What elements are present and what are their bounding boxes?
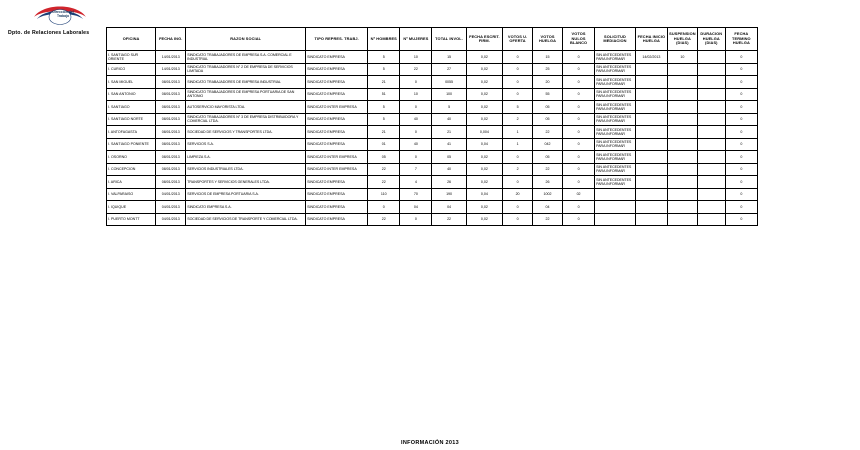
footer-label: INFORMACIÓN 2013 (401, 440, 459, 446)
cell-fecha-termino-huelga: 0 (725, 163, 757, 176)
cell-votos-ultima-oferta: 0 (503, 201, 533, 214)
cell-suspension-huelga (667, 163, 697, 176)
cell-total-involucrados: 0055 (432, 76, 466, 89)
cell-votos-ultima-oferta: 0 (503, 88, 533, 101)
cell-total-involucrados: 5 (432, 101, 466, 114)
cell-num-hombres: 110 (368, 188, 400, 201)
department-label: Dpto. de Relaciones Laborales (8, 30, 90, 36)
cell-fecha-inicio-huelga (635, 188, 667, 201)
cell-fecha-ing: 04/01/2013 (156, 201, 186, 214)
cell-tipo-representacion: SINDICATO EMPRESA (306, 138, 368, 151)
cell-fecha-ing: 08/01/2013 (156, 76, 186, 89)
cell-solicitud-mediacion: SIN ANTECEDENTES PARA INFORMAR (595, 176, 636, 189)
cell-fecha-ing: 08/01/2013 (156, 126, 186, 139)
cell-fecha-inicio-huelga (635, 138, 667, 151)
cell-votos-ultima-oferta: 2 (503, 113, 533, 126)
table-row (107, 51, 758, 64)
cell-votos-ultima-oferta: 0 (503, 151, 533, 164)
cell-votos-huelga: 05 (533, 101, 563, 114)
cell-votos-huelga: 55 (533, 88, 563, 101)
cell-razon-social: SERVICIOS INDUSTRIALES LTDA. (186, 163, 306, 176)
cell-num-mujeres: 40 (400, 113, 432, 126)
cell-razon-social: SOCIEDAD DE SERVICIOS DE TRANSPORTE Y COMERCIAL LTDA. (186, 213, 306, 226)
cell-solicitud-mediacion: SIN ANTECEDENTES PARA INFORMAR (595, 151, 636, 164)
cell-solicitud-mediacion: SIN ANTECEDENTES PARA INFORMAR (595, 51, 636, 64)
table-row (107, 201, 758, 214)
cell-solicitud-mediacion: SIN ANTECEDENTES PARA INFORMAR (595, 163, 636, 176)
column-header-num-hombres: Nº HOMBRES (368, 28, 400, 51)
cell-votos-ultima-oferta: 0 (503, 63, 533, 76)
cell-num-hombres: 22 (368, 163, 400, 176)
cell-fecha-termino-huelga: 0 (725, 113, 757, 126)
cell-num-mujeres: 22 (400, 63, 432, 76)
cell-fecha-inicio-huelga (635, 101, 667, 114)
cell-solicitud-mediacion (595, 213, 636, 226)
cell-votos-nulos-blanco: 0 (563, 76, 595, 89)
cell-num-mujeres: 10 (400, 51, 432, 64)
cell-fecha-escritura: 0,02 (466, 176, 502, 189)
column-header-duracion-huelga: DURACION HUELGA (DIAS) (697, 28, 725, 51)
cell-fecha-termino-huelga: 0 (725, 126, 757, 139)
cell-num-mujeres: 0 (400, 213, 432, 226)
cell-suspension-huelga (667, 113, 697, 126)
cell-tipo-representacion: SINDICATO INTER EMPRESA (306, 101, 368, 114)
cell-fecha-termino-huelga: 0 (725, 101, 757, 114)
cell-total-involucrados: 21 (432, 126, 466, 139)
column-header-votos-ultima-oferta: VOTOS U. OFERTA (503, 28, 533, 51)
cell-fecha-inicio-huelga: 14/02/2013 (635, 51, 667, 64)
cell-razon-social: SERVICIOS S.A. (186, 138, 306, 151)
cell-votos-huelga: 042 (533, 138, 563, 151)
cell-fecha-escritura: 0,04 (466, 188, 502, 201)
cell-razon-social: SINDICATO EMPRESA S.A. (186, 201, 306, 214)
cell-fecha-termino-huelga: 0 (725, 51, 757, 64)
cell-total-involucrados: 26 (432, 176, 466, 189)
cell-duracion-huelga (697, 201, 725, 214)
cell-votos-huelga: 1002 (533, 188, 563, 201)
cell-fecha-inicio-huelga (635, 163, 667, 176)
cell-fecha-inicio-huelga (635, 63, 667, 76)
cell-suspension-huelga (667, 101, 697, 114)
cell-votos-ultima-oferta: 0 (503, 176, 533, 189)
table-body (107, 51, 758, 226)
cell-oficina: I. SANTIAGO PONIENTE (107, 138, 156, 151)
cell-votos-huelga: 26 (533, 176, 563, 189)
cell-fecha-escritura: 0,02 (466, 101, 502, 114)
table-row (107, 163, 758, 176)
cell-tipo-representacion: SINDICATO EMPRESA (306, 76, 368, 89)
cell-votos-nulos-blanco: 0 (563, 151, 595, 164)
cell-suspension-huelga (667, 176, 697, 189)
cell-fecha-termino-huelga: 0 (725, 88, 757, 101)
cell-suspension-huelga (667, 188, 697, 201)
cell-num-hombres: 5 (368, 51, 400, 64)
cell-razon-social: TRANSPORTES Y SERVICIOS GENERALES LTDA. (186, 176, 306, 189)
table-header-row (107, 28, 758, 51)
cell-fecha-inicio-huelga (635, 176, 667, 189)
cell-oficina: I. VALPARAISO (107, 188, 156, 201)
cell-suspension-huelga: 10 (667, 51, 697, 64)
cell-razon-social: SINDICATO TRABAJADORES N° 2 DE EMPRESA DE SERVICIOS LIMITADA (186, 63, 306, 76)
cell-suspension-huelga (667, 63, 697, 76)
cell-suspension-huelga (667, 151, 697, 164)
cell-suspension-huelga (667, 126, 697, 139)
cell-num-hombres: 5 (368, 113, 400, 126)
column-header-total-involucrados: TOTAL INVOL. (432, 28, 466, 51)
cell-fecha-inicio-huelga (635, 76, 667, 89)
cell-fecha-termino-huelga: 0 (725, 138, 757, 151)
cell-votos-ultima-oferta: 2 (503, 163, 533, 176)
column-header-suspension-huelga: SUSPENSION HUELGA (DIAS) (667, 28, 697, 51)
cell-tipo-representacion: SINDICATO EMPRESA (306, 188, 368, 201)
table-row (107, 151, 758, 164)
cell-num-hombres: 01 (368, 138, 400, 151)
table-row (107, 138, 758, 151)
logo-text-line1: Dirección del (52, 10, 74, 14)
cell-fecha-ing: 08/01/2013 (156, 163, 186, 176)
column-header-solicitud-mediacion: SOLICITUD MEDIACION (595, 28, 636, 51)
cell-razon-social: SERVICIOS DE EMPRESA PORTUARIA S.A. (186, 188, 306, 201)
cell-votos-huelga: 22 (533, 213, 563, 226)
cell-total-involucrados: 05 (432, 151, 466, 164)
table-row (107, 101, 758, 114)
cell-razon-social: SINDICATO TRABAJADORES DE EMPRESA INDUSTRIAL (186, 76, 306, 89)
column-header-votos-huelga: VOTOS HUELGA (533, 28, 563, 51)
table-row (107, 76, 758, 89)
cell-suspension-huelga (667, 138, 697, 151)
cell-votos-huelga: 05 (533, 113, 563, 126)
cell-razon-social: SINDICATO TRABAJADORES N° 3 DE EMPRESA DISTRIBUIDORA Y COMERCIAL LTDA. (186, 113, 306, 126)
cell-votos-nulos-blanco: 02 (563, 188, 595, 201)
column-header-fecha-ing: FECHA ING. (156, 28, 186, 51)
column-header-fecha-termino-huelga: FECHA TERMINO HUELGA (725, 28, 757, 51)
cell-fecha-termino-huelga: 0 (725, 213, 757, 226)
cell-votos-ultima-oferta: 5 (503, 101, 533, 114)
cell-oficina: I. PUERTO MONTT (107, 213, 156, 226)
column-header-oficina: OFICINA (107, 28, 156, 51)
cell-total-involucrados: 100 (432, 88, 466, 101)
cell-fecha-ing: 08/01/2013 (156, 176, 186, 189)
cell-fecha-escritura: 0,02 (466, 201, 502, 214)
cell-oficina: I. SAN MIGUEL (107, 76, 156, 89)
cell-oficina: I. SANTIAGO NORTE (107, 113, 156, 126)
cell-votos-huelga: 15 (533, 51, 563, 64)
cell-votos-nulos-blanco: 0 (563, 163, 595, 176)
cell-votos-ultima-oferta: 0 (503, 213, 533, 226)
cell-votos-nulos-blanco: 0 (563, 51, 595, 64)
cell-votos-ultima-oferta: 20 (503, 188, 533, 201)
cell-fecha-inicio-huelga (635, 151, 667, 164)
cell-duracion-huelga (697, 151, 725, 164)
cell-num-mujeres: 10 (400, 88, 432, 101)
cell-total-involucrados: 27 (432, 63, 466, 76)
cell-tipo-representacion: SINDICATO INTER EMPRESA (306, 151, 368, 164)
cell-fecha-inicio-huelga (635, 126, 667, 139)
cell-duracion-huelga (697, 113, 725, 126)
cell-tipo-representacion: SINDICATO EMPRESA (306, 201, 368, 214)
cell-duracion-huelga (697, 51, 725, 64)
cell-num-mujeres: 0 (400, 151, 432, 164)
cell-fecha-escritura: 0,04 (466, 138, 502, 151)
table-row (107, 88, 758, 101)
table-row (107, 188, 758, 201)
cell-solicitud-mediacion: SIN ANTECEDENTES PARA INFORMAR (595, 101, 636, 114)
cell-fecha-escritura: 0,02 (466, 88, 502, 101)
logo-text (46, 10, 80, 18)
cell-fecha-escritura: 0,02 (466, 213, 502, 226)
cell-oficina: I. ARICA (107, 176, 156, 189)
cell-fecha-ing: 08/01/2013 (156, 138, 186, 151)
column-header-fecha-escritura: FECHA ESCRIT. FIRM. (466, 28, 502, 51)
cell-solicitud-mediacion (595, 188, 636, 201)
cell-votos-nulos-blanco: 0 (563, 113, 595, 126)
cell-duracion-huelga (697, 63, 725, 76)
table-row (107, 213, 758, 226)
cell-oficina: I. SANTIAGO SUR ORIENTE (107, 51, 156, 64)
cell-fecha-ing: 08/01/2013 (156, 101, 186, 114)
column-header-votos-nulos-blanco: VOTOS NULOS BLANCO (563, 28, 595, 51)
cell-duracion-huelga (697, 138, 725, 151)
cell-votos-nulos-blanco: 0 (563, 213, 595, 226)
cell-num-mujeres: 0 (400, 76, 432, 89)
cell-fecha-escritura: 0,02 (466, 63, 502, 76)
cell-duracion-huelga (697, 101, 725, 114)
cell-num-hombres: 05 (368, 151, 400, 164)
logo-text-line2: Trabajo (56, 14, 70, 18)
cell-razon-social: SINDICATO TRABAJADORES DE EMPRESA S.A. COMERCIAL E INDUSTRIAL (186, 51, 306, 64)
cell-num-hombres: 21 (368, 76, 400, 89)
cell-num-mujeres: 04 (400, 201, 432, 214)
cell-duracion-huelga (697, 126, 725, 139)
cell-votos-nulos-blanco: 0 (563, 88, 595, 101)
cell-oficina: I. CONCEPCION (107, 163, 156, 176)
cell-votos-ultima-oferta: 0 (503, 76, 533, 89)
cell-suspension-huelga (667, 76, 697, 89)
cell-tipo-representacion: SINDICATO EMPRESA (306, 63, 368, 76)
cell-total-involucrados: 04 (432, 201, 466, 214)
cell-fecha-inicio-huelga (635, 88, 667, 101)
cell-razon-social: LIMPIEZA S.A. (186, 151, 306, 164)
cell-votos-nulos-blanco: 0 (563, 176, 595, 189)
cell-duracion-huelga (697, 163, 725, 176)
table-row (107, 63, 758, 76)
cell-fecha-escritura: 0,02 (466, 151, 502, 164)
cell-votos-huelga: 25 (533, 63, 563, 76)
cell-votos-nulos-blanco: 0 (563, 201, 595, 214)
cell-tipo-representacion: SINDICATO EMPRESA (306, 176, 368, 189)
cell-tipo-representacion: SINDICATO EMPRESA (306, 213, 368, 226)
cell-duracion-huelga (697, 88, 725, 101)
column-header-num-mujeres: Nº MUJERES (400, 28, 432, 51)
cell-oficina: I. CURICO (107, 63, 156, 76)
cell-fecha-escritura: 0,02 (466, 51, 502, 64)
cell-num-hombres: 22 (368, 213, 400, 226)
cell-duracion-huelga (697, 213, 725, 226)
cell-fecha-termino-huelga: 0 (725, 201, 757, 214)
cell-razon-social: SOCIEDAD DE SERVICIOS Y TRANSPORTES LTDA. (186, 126, 306, 139)
cell-solicitud-mediacion (595, 201, 636, 214)
cell-oficina: I. ANTOFAGASTA (107, 126, 156, 139)
cell-votos-huelga: 22 (533, 163, 563, 176)
column-header-fecha-inicio-huelga: FECHA INICIO HUELGA (635, 28, 667, 51)
cell-solicitud-mediacion: SIN ANTECEDENTES PARA INFORMAR (595, 88, 636, 101)
cell-suspension-huelga (667, 213, 697, 226)
cell-num-hombres: 51 (368, 88, 400, 101)
cell-tipo-representacion: SINDICATO EMPRESA (306, 51, 368, 64)
cell-fecha-escritura: 0,02 (466, 163, 502, 176)
cell-num-mujeres: 70 (400, 188, 432, 201)
table-row (107, 176, 758, 189)
cell-votos-nulos-blanco: 0 (563, 138, 595, 151)
logo-block (8, 2, 120, 28)
cell-fecha-escritura: 0,02 (466, 76, 502, 89)
cell-total-involucrados: 190 (432, 188, 466, 201)
report-table-container (106, 27, 758, 226)
cell-tipo-representacion: SINDICATO EMPRESA (306, 126, 368, 139)
cell-fecha-inicio-huelga (635, 113, 667, 126)
cell-num-mujeres: 4 (400, 176, 432, 189)
cell-fecha-escritura: 0,004 (466, 126, 502, 139)
strike-report-table (106, 27, 758, 226)
cell-fecha-escritura: 0,02 (466, 113, 502, 126)
cell-fecha-termino-huelga: 0 (725, 188, 757, 201)
cell-fecha-termino-huelga: 0 (725, 63, 757, 76)
cell-fecha-ing: 08/01/2013 (156, 113, 186, 126)
cell-solicitud-mediacion: SIN ANTECEDENTES PARA INFORMAR (595, 76, 636, 89)
cell-duracion-huelga (697, 76, 725, 89)
cell-votos-ultima-oferta: 0 (503, 51, 533, 64)
cell-votos-huelga: 05 (533, 151, 563, 164)
cell-votos-nulos-blanco: 0 (563, 101, 595, 114)
cell-fecha-ing: 04/01/2013 (156, 213, 186, 226)
cell-votos-huelga: 04 (533, 201, 563, 214)
cell-votos-huelga: 22 (533, 126, 563, 139)
cell-solicitud-mediacion: SIN ANTECEDENTES PARA INFORMAR (595, 126, 636, 139)
cell-fecha-ing: 14/01/2013 (156, 51, 186, 64)
cell-razon-social: AUTOSERVICIO MAYORISTA LTDA. (186, 101, 306, 114)
cell-total-involucrados: 41 (432, 138, 466, 151)
cell-tipo-representacion: SINDICATO EMPRESA (306, 88, 368, 101)
cell-oficina: I. IQUIQUE (107, 201, 156, 214)
cell-votos-nulos-blanco: 0 (563, 126, 595, 139)
cell-suspension-huelga (667, 201, 697, 214)
cell-num-mujeres: 7 (400, 163, 432, 176)
cell-num-hombres: 0 (368, 201, 400, 214)
cell-duracion-huelga (697, 188, 725, 201)
cell-num-mujeres: 40 (400, 138, 432, 151)
cell-num-hombres: 5 (368, 63, 400, 76)
cell-fecha-termino-huelga: 0 (725, 151, 757, 164)
cell-tipo-representacion: SINDICATO INTER EMPRESA (306, 163, 368, 176)
cell-fecha-ing: 08/01/2013 (156, 88, 186, 101)
column-header-razon-social: RAZON SOCIAL (186, 28, 306, 51)
cell-votos-ultima-oferta: 1 (503, 138, 533, 151)
cell-fecha-inicio-huelga (635, 213, 667, 226)
cell-duracion-huelga (697, 176, 725, 189)
cell-tipo-representacion: SINDICATO EMPRESA (306, 113, 368, 126)
cell-num-hombres: 21 (368, 126, 400, 139)
cell-total-involucrados: 22 (432, 213, 466, 226)
cell-votos-huelga: 20 (533, 76, 563, 89)
cell-oficina: I. SANTIAGO (107, 101, 156, 114)
column-header-tipo-representacion: TIPO REPRES. TRABJ. (306, 28, 368, 51)
cell-num-mujeres: 0 (400, 101, 432, 114)
cell-total-involucrados: 40 (432, 113, 466, 126)
cell-votos-ultima-oferta: 1 (503, 126, 533, 139)
cell-fecha-inicio-huelga (635, 201, 667, 214)
cell-razon-social: SINDICATO TRABAJADORES DE EMPRESA PORTUARIA DE SAN ANTONIO (186, 88, 306, 101)
cell-total-involucrados: 40 (432, 163, 466, 176)
cell-total-involucrados: 15 (432, 51, 466, 64)
cell-oficina: I. SAN ANTONIO (107, 88, 156, 101)
cell-oficina: I. OSORNO (107, 151, 156, 164)
cell-solicitud-mediacion: SIN ANTECEDENTES PARA INFORMAR (595, 138, 636, 151)
cell-suspension-huelga (667, 88, 697, 101)
cell-fecha-termino-huelga: 0 (725, 76, 757, 89)
cell-num-hombres: 22 (368, 176, 400, 189)
cell-solicitud-mediacion: SIN ANTECEDENTES PARA INFORMAR (595, 113, 636, 126)
cell-fecha-ing: 14/01/2013 (156, 63, 186, 76)
table-row (107, 113, 758, 126)
cell-fecha-termino-huelga: 0 (725, 176, 757, 189)
cell-votos-nulos-blanco: 0 (563, 63, 595, 76)
cell-fecha-ing: 08/01/2013 (156, 151, 186, 164)
cell-num-hombres: 5 (368, 101, 400, 114)
cell-solicitud-mediacion: SIN ANTECEDENTES PARA INFORMAR (595, 63, 636, 76)
cell-fecha-ing: 04/01/2013 (156, 188, 186, 201)
cell-num-mujeres: 0 (400, 126, 432, 139)
table-row (107, 126, 758, 139)
